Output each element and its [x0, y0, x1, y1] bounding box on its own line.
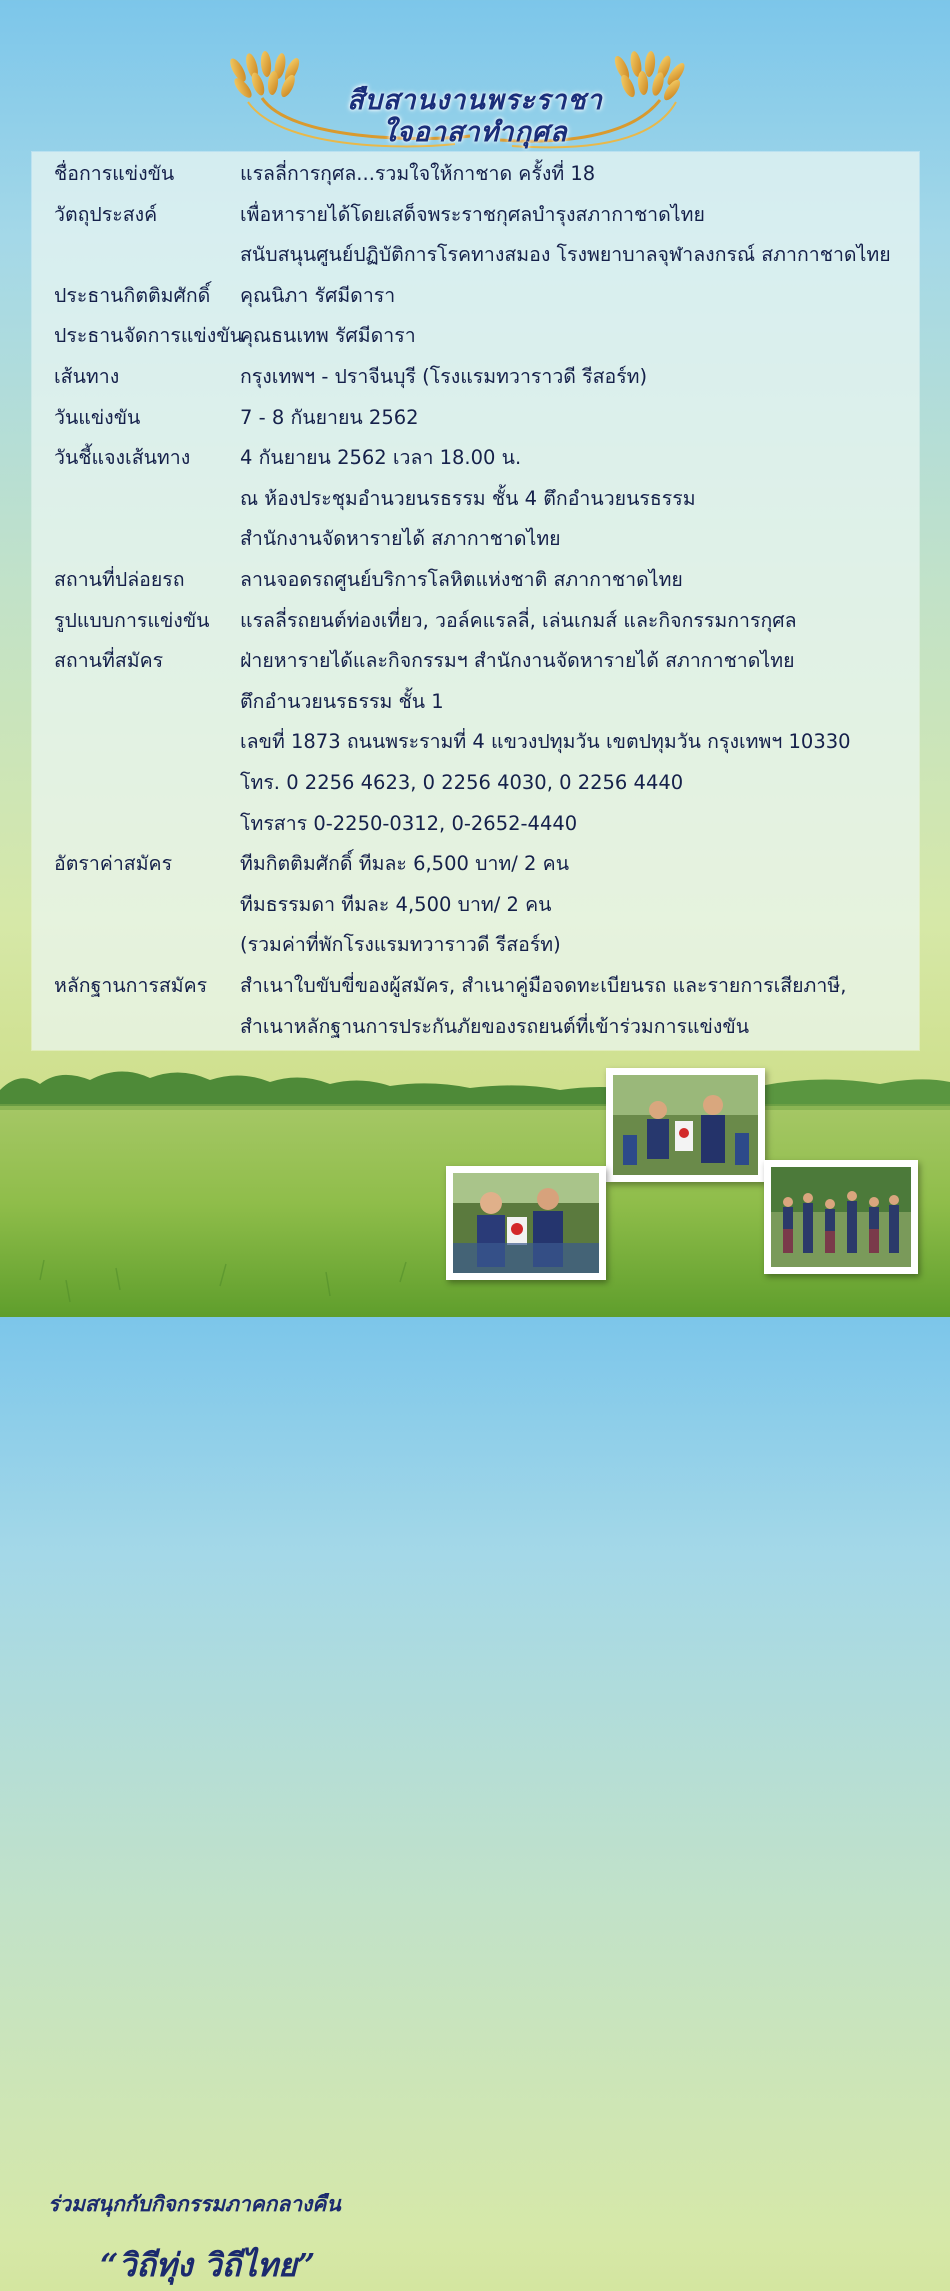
detail-row	[32, 438, 919, 478]
detail-row	[32, 398, 919, 438]
detail-value: สำนักงานจัดหารายได้ สภากาชาดไทย	[240, 527, 561, 551]
slogan-line2: “วิถีทุ่ง วิถีไทย”	[100, 2246, 316, 2284]
detail-value: โทรสาร 0-2250-0312, 0-2652-4440	[240, 811, 578, 835]
detail-value: เลขที่ 1873 ถนนพระรามที่ 4 แขวงปทุมวัน เขตปทุมวัน กรุงเทพฯ 10330	[240, 730, 851, 754]
detail-label: ประธานจัดการแข่งขัน	[54, 324, 243, 348]
detail-row	[32, 479, 919, 519]
detail-value: ทีมกิตติมศักดิ์ ทีมละ 6,500 บาท/ 2 คน	[240, 852, 570, 876]
detail-row	[32, 966, 919, 1006]
detail-value: กรุงเทพฯ - ปราจีนบุรี (โรงแรมทวาราวดี รีสอร์ท)	[240, 365, 648, 388]
detail-row	[32, 235, 919, 275]
detail-label: วันแข่งขัน	[54, 405, 141, 429]
dance-photo-3	[764, 1160, 918, 1274]
detail-value: สำเนาหลักฐานการประกันภัยของรถยนต์ที่เข้าร่วมการแข่งขัน	[240, 1014, 750, 1038]
detail-value: ทีมธรรมดา ทีมละ 4,500 บาท/ 2 คน	[240, 892, 552, 916]
detail-value: แรลลี่รถยนต์ท่องเที่ยว, วอล์คแรลลี่, เล่นเกมส์ และกิจกรรมการกุศล	[240, 608, 797, 632]
detail-label: ชื่อการแข่งขัน	[54, 162, 175, 185]
dancers-image-icon	[613, 1075, 758, 1175]
detail-label: สถานที่ปล่อยรถ	[54, 568, 185, 591]
detail-label: เส้นทาง	[54, 365, 120, 388]
detail-row	[32, 276, 919, 316]
detail-row	[32, 682, 919, 722]
detail-row	[32, 844, 919, 884]
detail-value: สนับสนุนศูนย์ปฏิบัติการโรคทางสมอง โรงพยาบาลจุฬาลงกรณ์ สภากาชาดไทย	[240, 243, 891, 267]
details-panel	[32, 152, 919, 1050]
detail-value: ตึกอำนวยนรธรรม ชั้น 1	[240, 689, 444, 713]
slogan-line1: ร่วมสนุกกับกิจกรรมภาคกลางคืน	[48, 2192, 341, 2216]
detail-value: ลานจอดรถศูนย์บริการโลหิตแห่งชาติ สภากาชาดไทย	[240, 568, 683, 591]
dancers-image-icon	[771, 1167, 911, 1267]
detail-row	[32, 519, 919, 559]
detail-value: สำเนาใบขับขี่ของผู้สมัคร, สำเนาคู่มือจดทะเบียนรถ และรายการเสียภาษี,	[240, 974, 847, 997]
detail-row	[32, 804, 919, 844]
detail-value: คุณนิภา รัศมีดารา	[240, 283, 396, 307]
detail-label: วันชี้แจงเส้นทาง	[54, 446, 191, 470]
detail-label: วัตถุประสงค์	[54, 202, 158, 226]
detail-row	[32, 316, 919, 356]
detail-row	[32, 601, 919, 641]
detail-row	[32, 763, 919, 803]
dancers-image-icon	[453, 1173, 599, 1273]
detail-row	[32, 722, 919, 762]
header-title-line1: สืบสานงานพระราชา	[347, 85, 603, 116]
header-title-line2: ใจอาสาทำกุศล	[382, 117, 568, 148]
dance-photo-2	[446, 1166, 606, 1280]
detail-value: ฝ่ายหารายได้และกิจกรรมฯ สำนักงานจัดหารายได้ สภากาชาดไทย	[240, 649, 795, 673]
header	[0, 40, 950, 150]
detail-row	[32, 560, 919, 600]
detail-label: รูปแบบการแข่งขัน	[54, 608, 210, 632]
detail-row	[32, 195, 919, 235]
detail-row	[32, 641, 919, 681]
dance-photo-1	[606, 1068, 765, 1182]
field-scene	[0, 1050, 950, 2284]
detail-row	[32, 357, 919, 397]
detail-row	[32, 885, 919, 925]
detail-value: โทร. 0 2256 4623, 0 2256 4030, 0 2256 4440	[240, 771, 684, 794]
detail-row	[32, 154, 919, 194]
detail-value: (รวมค่าที่พักโรงแรมทวาราวดี รีสอร์ท)	[240, 933, 561, 957]
detail-value: เพื่อหารายได้โดยเสด็จพระราชกุศลบำรุงสภากาชาดไทย	[240, 202, 705, 226]
detail-value: คุณธนเทพ รัศมีดารา	[240, 324, 416, 348]
detail-label: อัตราค่าสมัคร	[54, 852, 173, 876]
detail-row	[32, 1007, 919, 1047]
detail-label: สถานที่สมัคร	[54, 649, 164, 673]
detail-value: แรลลี่การกุศล...รวมใจให้กาชาด ครั้งที่ 18	[240, 162, 596, 185]
detail-value: ณ ห้องประชุมอำนวยนรธรรม ชั้น 4 ตึกอำนวยนรธรรม	[240, 486, 696, 510]
detail-label: หลักฐานการสมัคร	[54, 974, 208, 997]
detail-row	[32, 925, 919, 965]
detail-value: 7 - 8 กันยายน 2562	[240, 405, 419, 429]
detail-label: ประธานกิตติมศักดิ์	[54, 283, 211, 307]
detail-value: 4 กันยายน 2562 เวลา 18.00 น.	[240, 446, 522, 470]
